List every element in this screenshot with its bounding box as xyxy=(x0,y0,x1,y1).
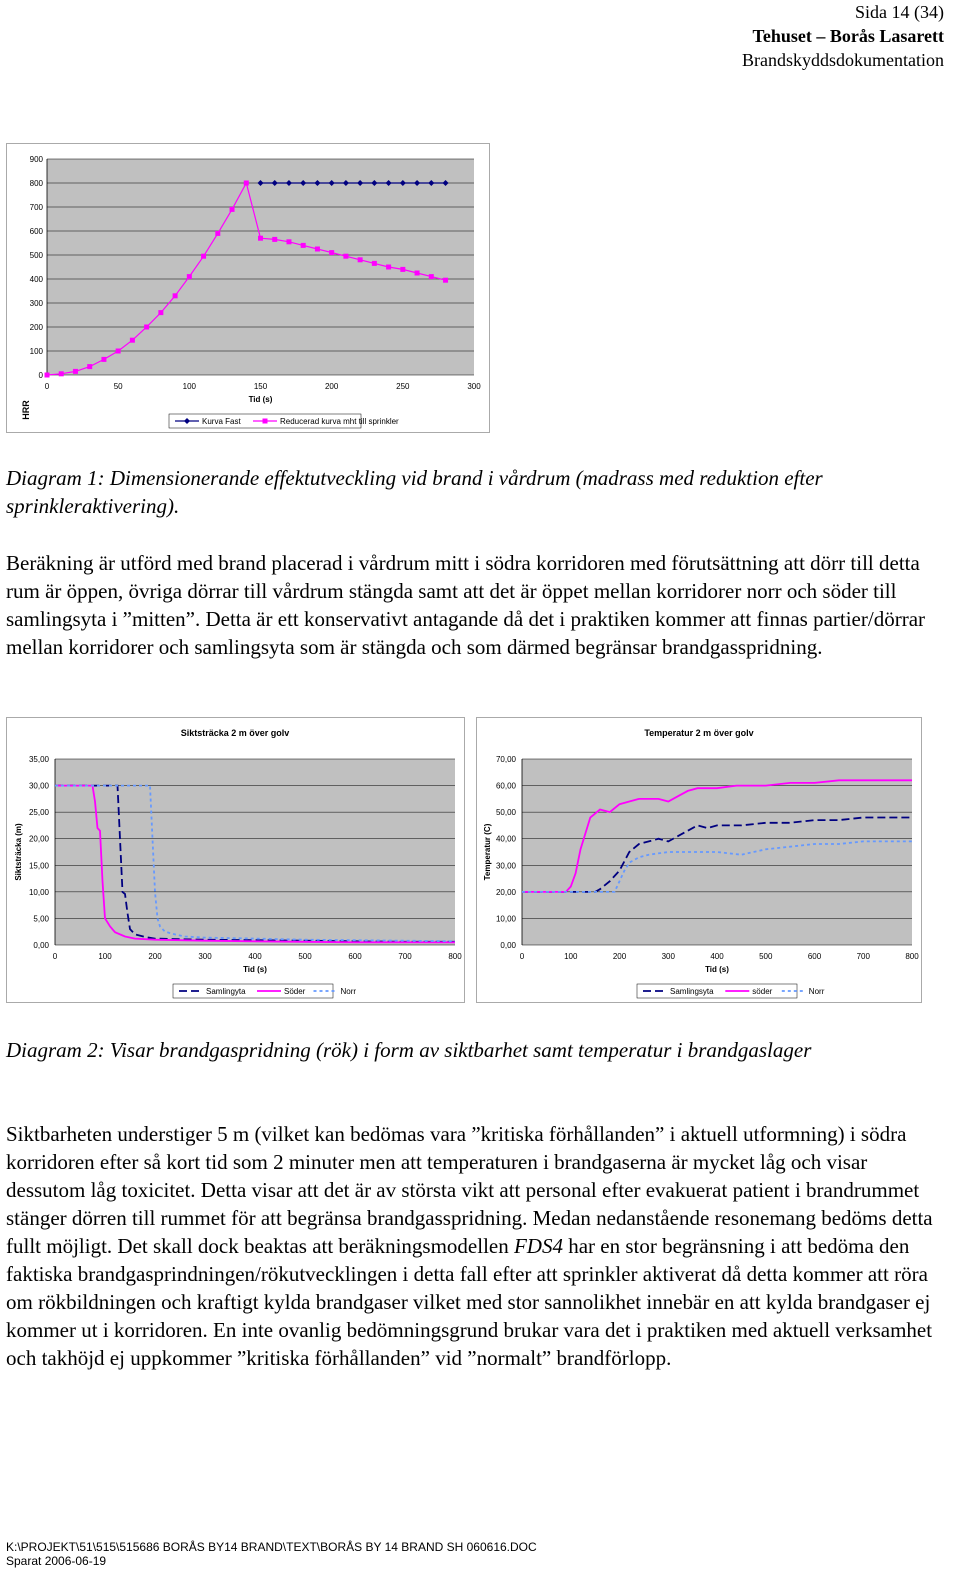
data-point xyxy=(45,373,50,378)
data-point xyxy=(286,239,291,244)
y-tick-label: 40,00 xyxy=(495,834,516,844)
x-tick-label: 700 xyxy=(856,952,870,961)
x-tick-label: 100 xyxy=(98,952,112,961)
y-tick-label: 0 xyxy=(38,371,43,380)
data-point xyxy=(315,247,320,252)
visibility-chart xyxy=(6,717,465,1003)
data-point xyxy=(215,231,220,236)
x-tick-label: 800 xyxy=(905,952,919,961)
data-point xyxy=(158,310,163,315)
x-tick-label: 200 xyxy=(612,952,627,961)
x-tick-label: 200 xyxy=(324,382,339,391)
x-axis-label: Tid (s) xyxy=(248,395,273,404)
x-tick-label: 100 xyxy=(182,382,197,391)
plot-area xyxy=(55,759,455,945)
page-header xyxy=(742,0,944,72)
data-point xyxy=(144,325,149,330)
legend-label: Samlingsyta xyxy=(670,987,714,996)
y-tick-label: 35,00 xyxy=(28,755,49,764)
x-tick-label: 150 xyxy=(253,382,268,391)
paragraph-text-b: har en stor begränsning i att bedöma den faktiska brandgasprindningen/rökutvecklingen i detta fall efter att sprinkler aktiverat då detta kommer att röra om rökbildningen och kraftigt kylda brandgaser vilket med stor sannolikhet innebär en att kylda brandgaser ej kommer ut i korridoren. En inte ovanlig bedömningsgrund brukar vara det i praktiken med aktuell verksamhet och takhöjd ej uppkommer ”kritiska förhållanden” vid ”normalt” brandförlopp. xyxy=(6,1234,933,1370)
data-point xyxy=(116,349,121,354)
caption-diagram-1: Diagram 1: Dimensionerande effektutveckling vid brand i vårdrum (madrass med reduktion efter sprinkleraktivering). xyxy=(6,466,823,518)
paragraph-text-a: Siktbarheten understiger 5 m (vilket kan bedömas vara ”kritiska förhållanden” i aktuell utformning) i södra korridoren efter så kort tid som 2 minuter men att temperaturen i brandgaserna är mycket låg och visar dessutom låg toxicitet. Detta visar att det är av största vikt att personal efter evakuerat patient i brandrummet stänger dörren till rummet för att begränsa brandgasspridning. Medan nedanstående resonemang bedöms detta fullt möjligt. Det skall dock beaktas att beräkningsmodellen xyxy=(6,1122,933,1258)
y-tick-label: 600 xyxy=(29,227,43,236)
legend-label: Samlingyta xyxy=(206,987,246,996)
data-point xyxy=(130,338,135,343)
y-tick-label: 100 xyxy=(29,347,43,356)
x-tick-label: 500 xyxy=(298,952,312,961)
saved-date: Sparat 2006-06-19 xyxy=(6,1554,107,1568)
x-tick-label: 800 xyxy=(448,952,462,961)
legend-label: Kurva Fast xyxy=(202,417,241,426)
caption-diagram-2: Diagram 2: Visar brandgaspridning (rök) i form av siktbarhet samt temperatur i brandgaslager xyxy=(6,1038,812,1062)
data-point xyxy=(201,254,206,259)
y-tick-label: 25,00 xyxy=(28,808,49,818)
x-tick-label: 300 xyxy=(198,952,212,961)
visibility-chart-svg xyxy=(7,718,464,1002)
data-point xyxy=(73,369,78,374)
y-tick-label: 900 xyxy=(29,155,43,164)
x-tick-label: 400 xyxy=(710,952,724,961)
data-point xyxy=(59,371,64,376)
y-tick-label: 30,00 xyxy=(495,861,516,871)
data-point xyxy=(386,265,391,270)
page-number: Sida 14 (34) xyxy=(855,2,944,22)
x-tick-label: 0 xyxy=(44,382,50,391)
y-tick-label: 10,00 xyxy=(495,914,516,924)
data-point xyxy=(244,181,249,186)
legend-label: Reducerad kurva mht till sprinkler xyxy=(280,417,399,426)
y-tick-label: 200 xyxy=(29,323,43,332)
x-tick-label: 100 xyxy=(564,952,578,961)
x-tick-label: 600 xyxy=(348,952,362,961)
y-tick-label: 500 xyxy=(29,251,43,260)
hrr-chart xyxy=(6,143,490,433)
data-point xyxy=(87,364,92,369)
y-tick-label: 60,00 xyxy=(495,781,516,791)
data-point xyxy=(272,237,277,242)
x-tick-label: 400 xyxy=(248,952,262,961)
legend-label: Norr xyxy=(808,987,825,996)
x-tick-label: 250 xyxy=(396,382,410,391)
data-point xyxy=(415,271,420,276)
y-tick-label: 15,00 xyxy=(28,861,49,871)
plot-area xyxy=(47,159,474,375)
y-tick-label: 20,00 xyxy=(28,834,49,844)
data-point xyxy=(230,207,235,212)
temperature-chart-svg xyxy=(477,718,921,1002)
data-point xyxy=(187,274,192,279)
x-tick-label: 0 xyxy=(52,952,58,961)
x-tick-label: 300 xyxy=(661,952,675,961)
y-axis-label: HRR xyxy=(21,400,31,420)
data-point xyxy=(258,236,263,241)
y-tick-label: 800 xyxy=(29,179,43,188)
file-path: K:\PROJEKT\51\515\515686 BORÅS BY14 BRAND\TEXT\BORÅS BY 14 BRAND SH 060616.DOC xyxy=(6,1540,537,1554)
y-axis-label: Siktsträcka (m) xyxy=(14,823,23,881)
document-type: Brandskyddsdokumentation xyxy=(742,50,944,70)
x-tick-label: 200 xyxy=(148,952,162,961)
y-tick-label: 70,00 xyxy=(495,755,516,764)
paragraph-calculation xyxy=(6,549,951,661)
data-point xyxy=(400,267,405,272)
x-tick-label: 600 xyxy=(807,952,822,961)
model-name: FDS4 xyxy=(513,1234,563,1258)
x-tick-label: 500 xyxy=(759,952,773,961)
legend-label: Norr xyxy=(340,987,357,996)
legend-marker xyxy=(263,419,268,424)
y-tick-label: 5,00 xyxy=(33,914,49,924)
data-point xyxy=(173,293,178,298)
data-point xyxy=(101,357,106,362)
chart-title: Temperatur 2 m över golv xyxy=(644,728,754,738)
hrr-chart-svg xyxy=(7,144,489,432)
data-point xyxy=(429,274,434,279)
x-tick-label: 300 xyxy=(467,382,481,391)
y-tick-label: 0,00 xyxy=(500,941,516,950)
y-tick-label: 30,00 xyxy=(28,781,49,791)
data-point xyxy=(301,243,306,248)
y-tick-label: 10,00 xyxy=(28,887,49,897)
x-axis-label: Tid (s) xyxy=(705,965,729,974)
temperature-chart xyxy=(476,717,922,1003)
x-tick-label: 50 xyxy=(113,382,123,391)
y-tick-label: 50,00 xyxy=(495,808,516,818)
y-tick-label: 300 xyxy=(29,299,43,308)
x-axis-label: Tid (s) xyxy=(243,965,267,974)
data-point xyxy=(343,254,348,259)
y-tick-label: 400 xyxy=(29,275,43,284)
y-axis-label: Temperatur (C) xyxy=(483,823,492,881)
page-footer xyxy=(6,1540,537,1568)
y-tick-label: 20,00 xyxy=(495,887,516,897)
x-tick-label: 0 xyxy=(519,952,525,961)
paragraph-text: Beräkning är utförd med brand placerad i vårdrum mitt i södra korridoren med förutsättning att dörr till detta rum är öppen, övriga dörrar till vårdrum stängda samt att det är öppet mellan korridorer norr och söder till samlingsyta i ”mitten”. Detta är ett konservativt antagande då det i praktiken kommer att finnas partier/dörrar mellan korridorer och samlingsyta som är stängda och som därmed begränsar brandgasspridning. xyxy=(6,551,926,659)
paragraph-visibility xyxy=(6,1120,951,1372)
data-point xyxy=(443,278,448,283)
y-tick-label: 0,00 xyxy=(33,941,49,950)
legend-label: Söder xyxy=(284,987,306,996)
y-tick-label: 700 xyxy=(29,203,43,212)
data-point xyxy=(358,257,363,262)
data-point xyxy=(372,261,377,266)
chart-title: Siktsträcka 2 m över golv xyxy=(180,728,290,738)
x-tick-label: 700 xyxy=(398,952,412,961)
data-point xyxy=(329,250,334,255)
legend-label: söder xyxy=(752,987,773,996)
project-title: Tehuset – Borås Lasarett xyxy=(752,26,944,46)
